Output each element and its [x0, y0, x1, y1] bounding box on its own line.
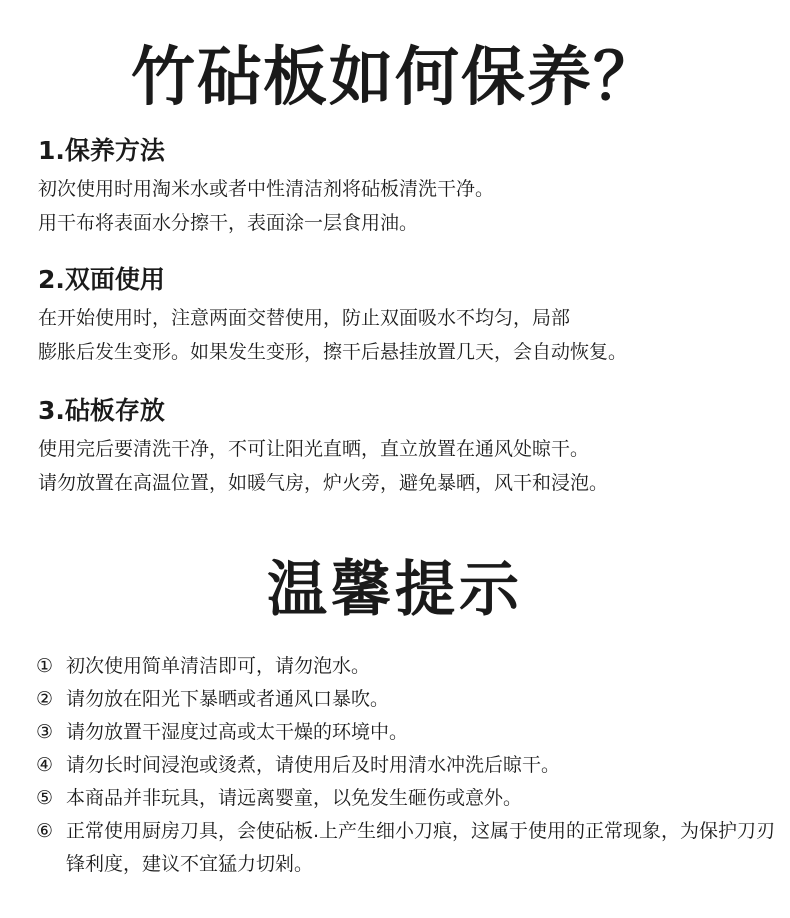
section-double-sided-use	[38, 263, 778, 369]
tips-list	[36, 650, 780, 881]
tip-number: ②	[36, 688, 54, 710]
section-line: 请勿放置在高温位置，如暖气房，炉火旁，避免暴晒，风干和浸泡。	[38, 472, 609, 494]
tip-item	[36, 683, 780, 716]
tips-title: 温馨提示	[267, 555, 523, 625]
page-title: 竹砧板如何保养？	[131, 41, 659, 115]
tip-number: ⑥	[36, 820, 54, 842]
section-line: 膨胀后发生变形。如果发生变形，擦干后悬挂放置几天，会自动恢复。	[38, 341, 628, 363]
tip-item	[36, 782, 780, 815]
tip-text: 正常使用厨房刀具，会使砧板.上产生细小刀痕，这属于使用的正常现象，为保护刀刃锋利度，建议不宜猛力切剁。	[66, 820, 776, 875]
tip-item	[36, 650, 780, 683]
section-line: 使用完后要清洗干净，不可让阳光直晒，直立放置在通风处晾干。	[38, 438, 590, 460]
section-heading: 3.砧板存放	[38, 396, 165, 425]
tip-number: ①	[36, 655, 54, 677]
section-line: 在开始使用时，注意两面交替使用，防止双面吸水不均匀，局部	[38, 307, 571, 329]
tip-text: 本商品并非玩具，请远离婴童，以免发生砸伤或意外。	[66, 787, 523, 809]
tip-number: ③	[36, 721, 54, 743]
section-heading: 1.保养方法	[38, 136, 165, 165]
section-care-method	[38, 134, 778, 240]
tip-number: ④	[36, 754, 54, 776]
tip-text: 请勿长时间浸泡或烫煮，请使用后及时用清水冲洗后晾干。	[66, 754, 561, 776]
tip-item	[36, 749, 780, 782]
section-heading: 2.双面使用	[38, 265, 165, 294]
tip-number: ⑤	[36, 787, 54, 809]
tip-text: 请勿放在阳光下暴晒或者通风口暴吹。	[66, 688, 390, 710]
tip-text: 初次使用简单清洁即可，请勿泡水。	[66, 655, 371, 677]
tip-item	[36, 815, 780, 881]
section-storage	[38, 394, 778, 500]
tip-item	[36, 716, 780, 749]
section-line: 初次使用时用淘米水或者中性清洁剂将砧板清洗干净。	[38, 178, 495, 200]
tip-text: 请勿放置干湿度过高或太干燥的环境中。	[66, 721, 409, 743]
section-line: 用干布将表面水分擦干，表面涂一层食用油。	[38, 212, 419, 234]
